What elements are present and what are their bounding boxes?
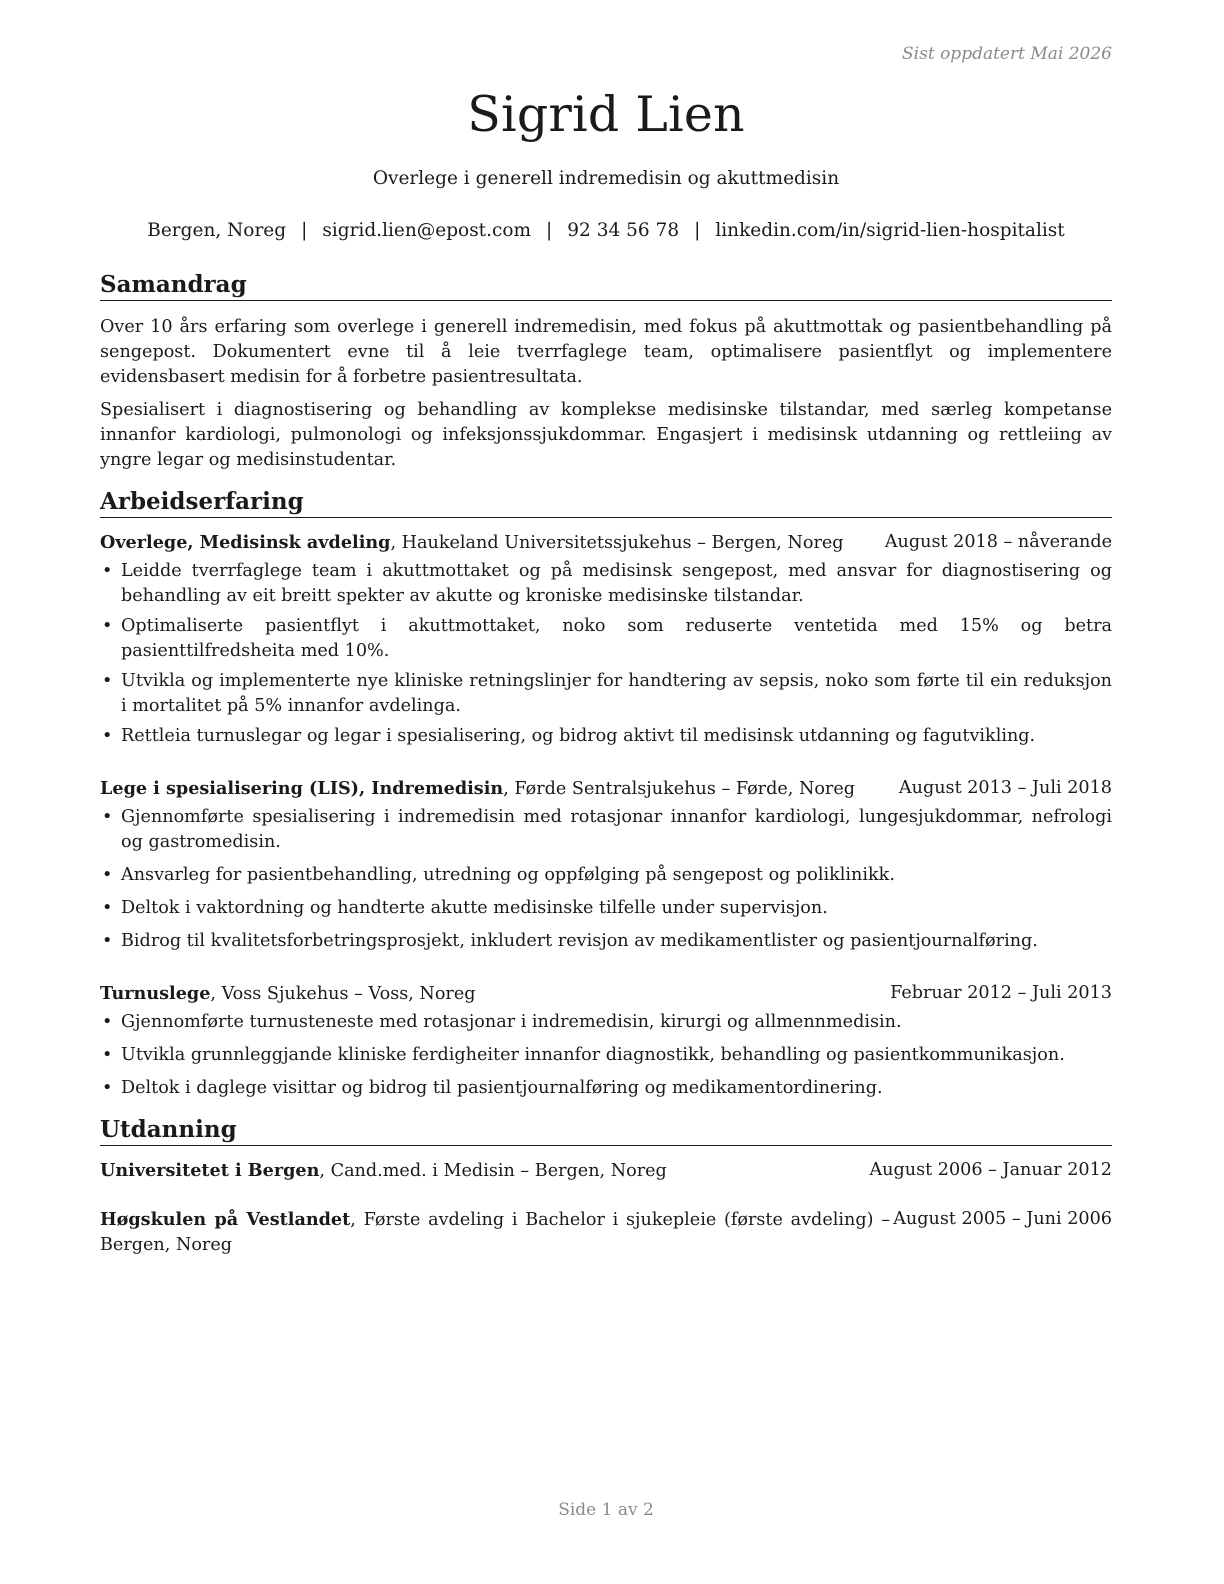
person-name: Sigrid Lien: [467, 86, 745, 143]
last-updated-note: Sist oppdatert Mai 2026: [902, 44, 1112, 64]
list-item: • Ansvarleg for pasientbehandling, utredning og oppfølging på sengepost og poliklinikk.: [100, 863, 1112, 888]
section-heading-summary: Samandrag: [100, 270, 1112, 301]
job-employer: , Voss Sjukehus – Voss, Noreg: [210, 984, 476, 1004]
job-entry: [100, 981, 1112, 1101]
education-dates: August 2005 – Juni 2006: [893, 1209, 1112, 1229]
contact-phone: 92 34 56 78: [567, 220, 680, 241]
contact-separator: |: [694, 220, 701, 241]
list-item: • Leidde tverrfaglege team i akuttmottaket og på medisinsk sengepost, med ansvar for diagnostisering og behandling av eit breitt spekter av akutte og kroniske medisinske tilstandar.: [102, 561, 1112, 606]
section-heading-education: Utdanning: [100, 1115, 1112, 1146]
job-title: Lege i spesialisering (LIS), Indremedisin: [100, 778, 504, 799]
bullet-icon: •: [102, 931, 113, 951]
job-title: Turnuslege: [100, 983, 211, 1004]
experience-section: [100, 487, 1112, 1101]
job-entry: [100, 776, 1112, 954]
job-bullets: [100, 1010, 1112, 1101]
bullet-icon: •: [102, 1045, 113, 1065]
contact-email[interactable]: sigrid.lien@epost.com: [322, 220, 532, 241]
contact-linkedin[interactable]: linkedin.com/in/sigrid-lien-hospitalist: [715, 220, 1065, 241]
list-item: • Utvikla grunnleggjande kliniske ferdigheiter innanfor diagnostikk, behandling og pasientkommunikasjon.: [100, 1043, 1112, 1068]
school-name: Universitetet i Bergen: [100, 1160, 320, 1181]
list-item: • Bidrog til kvalitetsforbetringsprosjekt, inkludert revisjon av medikamentlister og pasientjournalføring.: [100, 929, 1112, 954]
bullet-icon: •: [102, 865, 113, 885]
education-dates: August 2006 – Januar 2012: [869, 1160, 1112, 1180]
bullet-icon: •: [102, 807, 113, 827]
job-header: [100, 530, 1112, 556]
bullet-icon: •: [102, 898, 113, 918]
contact-separator: |: [301, 220, 308, 241]
bullet-icon: •: [102, 726, 113, 746]
school-name: Høgskulen på Vestlandet: [100, 1209, 351, 1230]
degree-text: , Cand.med. i Medisin – Bergen, Noreg: [319, 1161, 667, 1181]
list-item: • Deltok i daglege visittar og bidrog til pasientjournalføring og medikamentordinering.: [100, 1076, 1112, 1101]
education-entry: [100, 1158, 1112, 1184]
education-entry: [100, 1207, 1112, 1258]
job-bullets: [100, 805, 1112, 954]
page-number: Side 1 av 2: [558, 1500, 654, 1520]
degree-text: , Første avdeling i Bachelor i sjukepleie (første avdeling) –: [350, 1210, 890, 1230]
contact-line: [100, 220, 1112, 241]
summary-section: [100, 270, 1112, 473]
bullet-icon: •: [102, 561, 113, 581]
bullet-icon: •: [102, 1012, 113, 1032]
list-item: • Deltok i vaktordning og handterte akutte medisinske tilfelle under supervisjon.: [100, 896, 1112, 921]
degree-text-continued: Bergen, Noreg: [100, 1235, 233, 1255]
job-dates: August 2018 – nåverande: [884, 532, 1112, 552]
list-item: • Gjennomførte spesialisering i indremedisin med rotasjonar innanfor kardiologi, lungesjukdommar, nefrologi og gastromedisin.: [102, 807, 1112, 852]
resume-page: [100, 0, 1112, 1584]
contact-location: Bergen, Noreg: [147, 220, 287, 241]
section-heading-experience: Arbeidserfaring: [100, 487, 1112, 518]
summary-paragraph: Spesialisert i diagnostisering og behandling av komplekse medisinske tilstandar, med særleg kompetanse innanfor kardiologi, pulmonologi og infeksjonssjukdommar. Engasjert i medisinsk utdanning og rettleiing av yngre legar og medisinstudentar.: [100, 400, 1112, 470]
job-entry: [100, 530, 1112, 749]
education-section: [100, 1115, 1112, 1258]
job-employer: , Haukeland Universitetssjukehus – Bergen, Noreg: [390, 533, 844, 553]
list-item: • Utvikla og implementerte nye kliniske retningslinjer for handtering av sepsis, noko som førte til ein reduksjon i mortalitet på 5% innanfor avdelinga.: [102, 671, 1112, 716]
contact-separator: |: [546, 220, 553, 241]
job-dates: August 2013 – Juli 2018: [898, 778, 1112, 798]
list-item: • Rettleia turnuslegar og legar i spesialisering, og bidrog aktivt til medisinsk utdanning og fagutvikling.: [100, 724, 1112, 749]
list-item: • Gjennomførte turnusteneste med rotasjonar i indremedisin, kirurgi og allmennmedisin.: [100, 1010, 1112, 1035]
job-title: Overlege, Medisinsk avdeling: [100, 532, 391, 553]
bullet-icon: •: [102, 1078, 113, 1098]
bullet-icon: •: [102, 671, 113, 691]
list-item: • Optimaliserte pasientflyt i akuttmottaket, noko som reduserte ventetida med 15% og betra pasienttilfredsheita med 10%.: [102, 616, 1112, 661]
person-subtitle: Overlege i generell indremedisin og akuttmedisin: [372, 168, 840, 189]
bullet-icon: •: [102, 616, 113, 636]
job-header: [100, 776, 1112, 802]
job-employer: , Førde Sentralsjukehus – Førde, Noreg: [503, 779, 856, 799]
resume-content: [100, 270, 1112, 1258]
job-header: [100, 981, 1112, 1007]
summary-paragraph: Over 10 års erfaring som overlege i generell indremedisin, med fokus på akuttmottak og pasientbehandling på sengepost. Dokumentert evne til å leie tverrfaglege team, optimalisere pasientflyt og implementere evidensbasert medisin for å forbetre pasientresultata.: [100, 317, 1112, 387]
job-dates: Februar 2012 – Juli 2013: [890, 983, 1112, 1003]
job-bullets: [100, 559, 1112, 749]
